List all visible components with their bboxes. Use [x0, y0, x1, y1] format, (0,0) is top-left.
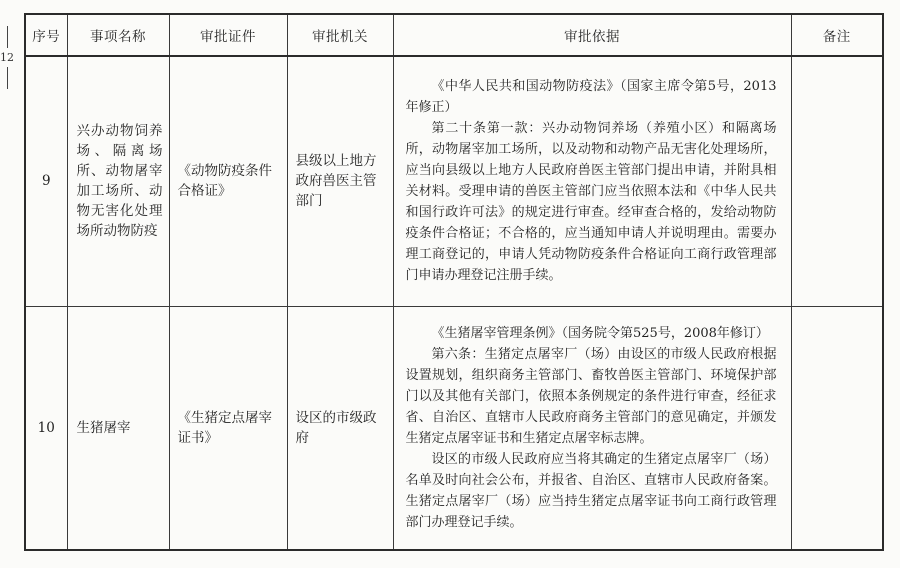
basis-law-title: 《生猪屠宰管理条例》（国务院令第525号，2008年修订）	[431, 325, 769, 341]
row-basis	[393, 56, 791, 306]
row-item-name: 生猪屠宰	[67, 306, 169, 550]
page-number-marker	[0, 26, 14, 92]
basis-clause: 第六条：生猪定点屠宰厂（场）由设区的市级人民政府根据设置规划，组织商务主管部门、畜牧兽医主管部门、环境保护部门以及其他有关部门，依照本条例规定的条件进行审查，经征求省、自治区、直辖市人民政府商务主管部门的意见确定，并颁发生猪定点屠宰证书和生猪定点屠宰标志牌。	[405, 346, 777, 446]
basis-law-title: 《中华人民共和国动物防疫法》（国家主席令第5号，2013年修正）	[405, 79, 777, 116]
row-authority: 县级以上地方政府兽医主管部门	[287, 56, 393, 306]
row-authority: 设区的市级政府	[287, 306, 393, 550]
row-item-name: 兴办动物饲养场、隔离场所、动物屠宰加工场所、动物无害化处理场所动物防疫	[67, 56, 169, 306]
header-item-name: 事项名称	[67, 14, 169, 56]
header-note: 备注	[791, 14, 883, 56]
row-note	[791, 306, 883, 550]
page-marker-rule-lower	[7, 67, 8, 89]
basis-clause: 第二十条第一款：兴办动物饲养场（养殖小区）和隔离场所，动物屠宰加工场所，以及动物和动物产品无害化处理场所，应当向县级以上地方人民政府兽医主管部门提出申请，并附具相关材料。受理申请的兽医主管部门应当依照本法和《中华人民共和国行政许可法》的规定进行审查。经审查合格的，发给动物防疫条件合格证；不合格的，应当通知申请人并说明理由。需要办理工商登记的，申请人凭动物防疫条件合格证向工商行政管理部门申请办理登记注册手续。	[405, 121, 777, 284]
approval-items-table	[24, 13, 884, 551]
header-authority: 审批机关	[287, 14, 393, 56]
row-certificate: 《动物防疫条件合格证》	[169, 56, 287, 306]
table-header-row	[25, 14, 883, 56]
table-row	[25, 56, 883, 306]
row-seq: 9	[25, 56, 67, 306]
page-number: 12	[0, 51, 14, 64]
header-basis: 审批依据	[393, 14, 791, 56]
row-basis	[393, 306, 791, 550]
table-row	[25, 306, 883, 550]
page-marker-rule	[7, 26, 8, 48]
header-seq: 序号	[25, 14, 67, 56]
row-seq: 10	[25, 306, 67, 550]
row-certificate: 《生猪定点屠宰证书》	[169, 306, 287, 550]
row-note	[791, 56, 883, 306]
header-certificate: 审批证件	[169, 14, 287, 56]
basis-clause: 设区的市级人民政府应当将其确定的生猪定点屠宰厂（场）名单及时向社会公布，并报省、自治区、直辖市人民政府备案。生猪定点屠宰厂（场）应当持生猪定点屠宰证书向工商行政管理部门办理登记手续。	[405, 451, 777, 530]
